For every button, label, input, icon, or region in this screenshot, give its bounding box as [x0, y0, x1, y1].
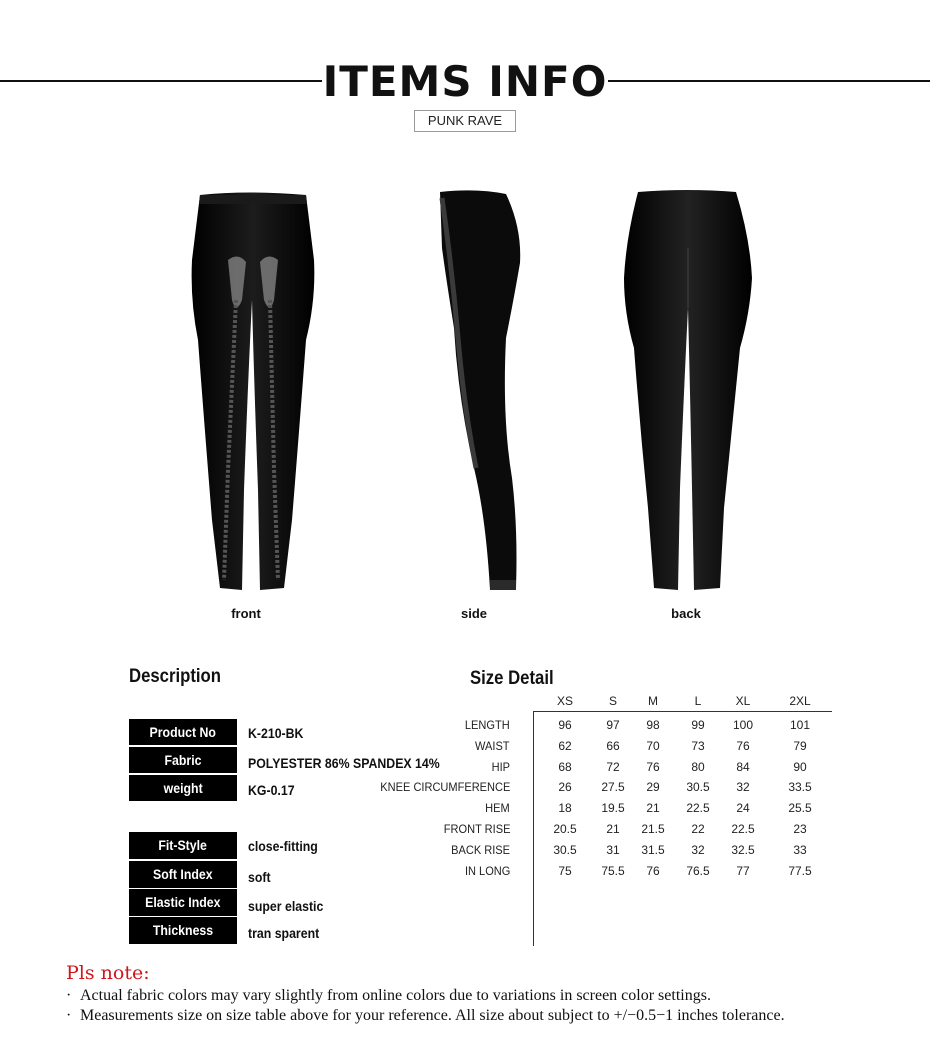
size-row-label: LENGTH: [465, 718, 510, 732]
size-cell: 100: [732, 718, 754, 732]
side-view-image: [436, 188, 526, 595]
size-cell: 31: [606, 842, 620, 857]
size-column-header: S: [608, 694, 617, 708]
size-cell: 19.5: [601, 801, 625, 816]
size-cell: 76: [736, 738, 750, 753]
size-cell: 32.5: [731, 842, 755, 857]
page-title: ITEMS INFO: [322, 57, 608, 106]
size-cell: 29: [646, 780, 660, 795]
size-cell: 21.5: [641, 822, 665, 836]
size-column-header: XL: [735, 694, 751, 708]
front-view-image: [188, 190, 318, 595]
size-cell: 21: [606, 822, 620, 836]
size-cell: 84: [736, 759, 750, 774]
table-label-divider: [533, 711, 534, 946]
fabric-value: POLYESTER 86% SPANDEX 14%: [248, 755, 440, 771]
size-column-header: L: [694, 694, 702, 708]
size-cell: 32: [691, 842, 705, 857]
elastic-index-label: Elastic Index: [129, 889, 237, 916]
description-heading: Description: [129, 666, 221, 687]
size-cell: 23: [793, 822, 807, 836]
size-column-header: M: [648, 694, 658, 708]
size-cell: 70: [646, 738, 660, 753]
brand-badge: PUNK RAVE: [414, 110, 516, 132]
soft-index-value: soft: [248, 869, 271, 885]
size-column-header: 2XL: [789, 694, 811, 708]
weight-label: weight: [129, 775, 237, 801]
note-text: Actual fabric colors may vary slightly from online colors due to variations in screen color settings.: [80, 987, 711, 1004]
fit-style-label: Fit-Style: [129, 832, 237, 859]
back-view-image: [620, 188, 755, 595]
size-row-label: WAIST: [475, 738, 510, 753]
table-header-rule: [533, 711, 832, 712]
size-cell: 62: [558, 738, 572, 753]
note-bullet: ·: [66, 1007, 72, 1024]
size-cell: 20.5: [553, 822, 577, 836]
side-view-label: side: [460, 606, 487, 621]
size-cell: 33: [793, 842, 807, 857]
size-row-label: KNEE CIRCUMFERENCE: [379, 780, 510, 795]
note-text: Measurements size on size table above for your reference. All size about subject to +/−0.5−1 inches tolerance.: [80, 1007, 785, 1024]
size-cell: 22.5: [731, 822, 755, 836]
note-title: Pls note:: [66, 962, 150, 984]
size-cell: 96: [558, 718, 572, 732]
size-cell: 18: [558, 801, 572, 816]
size-cell: 90: [793, 759, 807, 774]
size-cell: 31.5: [641, 842, 665, 857]
note-bullet: ·: [66, 987, 72, 1004]
size-row-label: IN LONG: [464, 863, 510, 878]
size-cell: 75: [558, 863, 572, 878]
size-cell: 22.5: [686, 801, 710, 816]
size-cell: 32: [736, 780, 750, 795]
size-cell: 76.5: [686, 863, 710, 878]
size-cell: 77: [736, 863, 750, 878]
size-row-label: FRONT RISE: [443, 822, 510, 836]
note-line: [66, 987, 711, 1005]
fabric-label: Fabric: [129, 747, 237, 773]
soft-index-label: Soft Index: [129, 861, 237, 888]
size-cell: 76: [646, 863, 660, 878]
size-table: [380, 694, 832, 946]
size-cell: 26: [558, 780, 572, 795]
size-cell: 99: [691, 718, 705, 732]
size-cell: 75.5: [601, 863, 625, 878]
size-cell: 22: [691, 822, 705, 836]
size-row-label: BACK RISE: [451, 842, 510, 857]
size-cell: 80: [691, 759, 705, 774]
product-no-value: K-210-BK: [248, 725, 304, 741]
size-cell: 97: [606, 718, 620, 732]
size-row-label: HEM: [485, 801, 510, 816]
size-cell: 33.5: [788, 780, 812, 795]
size-row-label: HIP: [491, 759, 510, 774]
thickness-index-value: tran sparent: [248, 925, 320, 941]
size-cell: 73: [691, 738, 705, 753]
size-cell: 76: [646, 759, 660, 774]
size-column-header: XS: [556, 694, 573, 708]
size-cell: 25.5: [788, 801, 812, 816]
size-cell: 30.5: [553, 842, 577, 857]
elastic-index-value: super elastic: [248, 898, 324, 914]
size-cell: 21: [646, 801, 660, 816]
size-cell: 79: [793, 738, 807, 753]
size-cell: 101: [789, 718, 811, 732]
note-line: [66, 1007, 785, 1025]
size-cell: 27.5: [601, 780, 625, 795]
size-cell: 98: [646, 718, 660, 732]
size-cell: 66: [606, 738, 620, 753]
fit-style-value: close-fitting: [248, 838, 318, 854]
size-cell: 68: [558, 759, 572, 774]
size-cell: 77.5: [788, 863, 812, 878]
weight-value: KG-0.17: [248, 782, 295, 798]
product-no-label: Product No: [129, 719, 237, 745]
size-cell: 72: [606, 759, 620, 774]
front-view-label: front: [231, 606, 261, 621]
size-cell: 30.5: [686, 780, 710, 795]
back-view-label: back: [671, 606, 701, 621]
size-detail-heading: Size Detail: [470, 668, 554, 689]
thickness-index-label: Thickness Index: [129, 917, 237, 944]
size-cell: 24: [736, 801, 750, 816]
